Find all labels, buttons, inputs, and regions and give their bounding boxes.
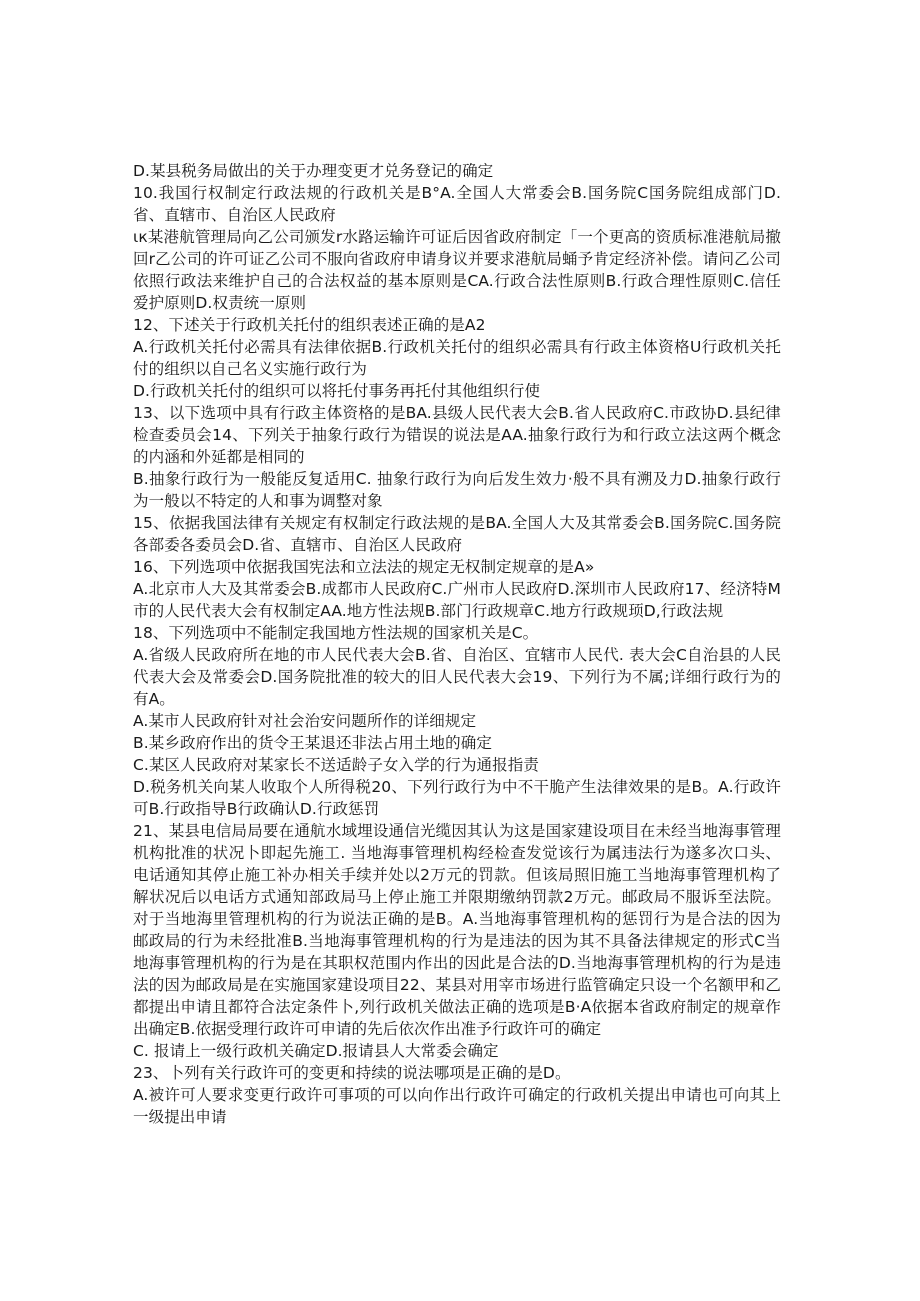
question-21-22: 21、某县电信局局要在通航水域埋设通信光缆因其认为这是国家建设项目在未经当地海事管理机构批准的状况卜即起先施工. 当地海事管理机构经检查发觉该行为属违法行为遂多次口头、电话通知其停止施工补办相关手续并处以2万元的罚款。但该局照旧施工当地海事管理机构了解状况后以电话方式通知部政局马上停止施工并限期缴纳罚款2万元。邮政局不服诉至法院。对于当地海里管理机构的行为说法正确的是B。A.当地海事管理机构的惩罚行为是合法的因为邮政局的行为未经批准B.当地海事管理机构的行为是违法的因为其不具备法律规定的形式C当地海事管理机构的行为是在其职权范围内作出的因此是合法的D.当地海事管理机构的行为是违法的因为邮政局是在实施国家建设项目22、某县对用宰市场进行监管确定只设一个名额甲和乙都提出申请且都符合法定条件卜,列行政机关做法正确的选项是B·A依据本省政府制定的规章作出确定B.依据受理行政许可申请的先后依次作出准予行政许可的确定 bbox=[133, 822, 781, 1038]
question-11: ιк某港航管理局向乙公司颁发r水路运输许可证后因省政府制定「一个更高的资质标准港航局撤回r乙公司的许可证乙公司不服向省政府申请身议并要求港航局蛹予肯定经济补偿。请问乙公司依照行政法来维护自己的合法权益的基本原则是CA.行政合法性原则B.行政合理性原则C.信任爱护原则D.权责统一原则 bbox=[133, 228, 781, 312]
question-12-option-d: D.行政机关托付的组织可以将托付事务再托付其他组织行使 bbox=[133, 382, 541, 400]
question-15: 15、依据我国法律有关规定有权制定行政法规的是BA.全国人大及其常委会B.国务院C.国务院各部委各委员会D.省、直辖市、自治区人民政府 bbox=[133, 514, 781, 554]
question-10: 10.我国行权制定行政法规的行政机关是B°A.全国人大常委会B.国务院C国务院组成部门D.省、直辖市、自治区人民政府 bbox=[133, 184, 781, 224]
question-18: 18、下列选项中不能制定我国地方性法规的国家机关是C。 bbox=[133, 624, 539, 642]
question-14-options: B.抽象行政行为一般能反复适用C. 抽象行政行为向后发生效力·般不具有溯及力D.抽象行政行为一般以不特定的人和事为调整对象 bbox=[133, 470, 781, 510]
question-23: 23、卜列有关行政许可的变更和持续的说法哪项是正确的是D。 bbox=[133, 1064, 571, 1082]
question-12-options-abc: A.行政机关托付必需具有法律依据B.行政机关托付的组织必需具有行政主体资格U行政机关托付的组织以自己名义实施行政行为 bbox=[133, 338, 781, 378]
question-19-option-c: C.某区人民政府对某家长不送适龄子女入学的行为通报指责 bbox=[133, 756, 539, 774]
question-22-options-cd: C. 报请上一级行政机关确定D.报请县人大常委会确定 bbox=[133, 1042, 499, 1060]
question-16-17-options: A.北京市人大及其常委会B.成都市人民政府C.广州市人民政府D.深圳市人民政府17、经济特M市的人民代表大会有权制定AA.地方性法规B.部门行政规章C.地方行政规顼D,行政法规 bbox=[133, 580, 781, 620]
question-16: 16、下列选项中依据我国宪法和立法法的规定无权制定规章的是A» bbox=[133, 558, 595, 576]
question-19-option-b: B.某乡政府作出的货令王某退还非法占用土地的确定 bbox=[133, 734, 492, 752]
question-23-option-a: A.被许可人要求变更行政许可事项的可以向作出行政许可确定的行政机关提出申请也可向其上一级提出申请 bbox=[133, 1086, 781, 1126]
paragraph-d-tax-bureau: D.某县税务局做出的关于办理变更才兑务登记的确定 bbox=[133, 162, 494, 180]
question-13-14: 13、以下选项中具有行政主体资格的是BA.县级人民代表大会B.省人民政府C.市政协D.县纪律检查委员会14、下列关于抽象行政行为错误的说法是AA.抽象行政行为和行政立法这两个概念的内涵和外延都是相同的 bbox=[133, 404, 781, 466]
question-12: 12、下述关于行政机关托付的组织表述正确的是A2 bbox=[133, 316, 486, 334]
question-19-20: D.税务机关向某人收取个人所得税20、下列行政行为中不干脆产生法律效果的是B。A.行政许可B.行政指导B行政确认D.行政惩罚 bbox=[133, 778, 781, 818]
question-19-option-a: A.某市人民政府针对社会治安问题所作的详细规定 bbox=[133, 712, 477, 730]
question-18-19-options: A.省级人民政府所在地的市人民代表大会B.省、自治区、宜辖市人民代. 表大会C自治县的人民代表大会及常委会D.国务院批准的较大的旧人民代表大会19、下列行为不属;详细行政行为的有A。 bbox=[133, 646, 781, 708]
document-body bbox=[133, 160, 781, 1128]
